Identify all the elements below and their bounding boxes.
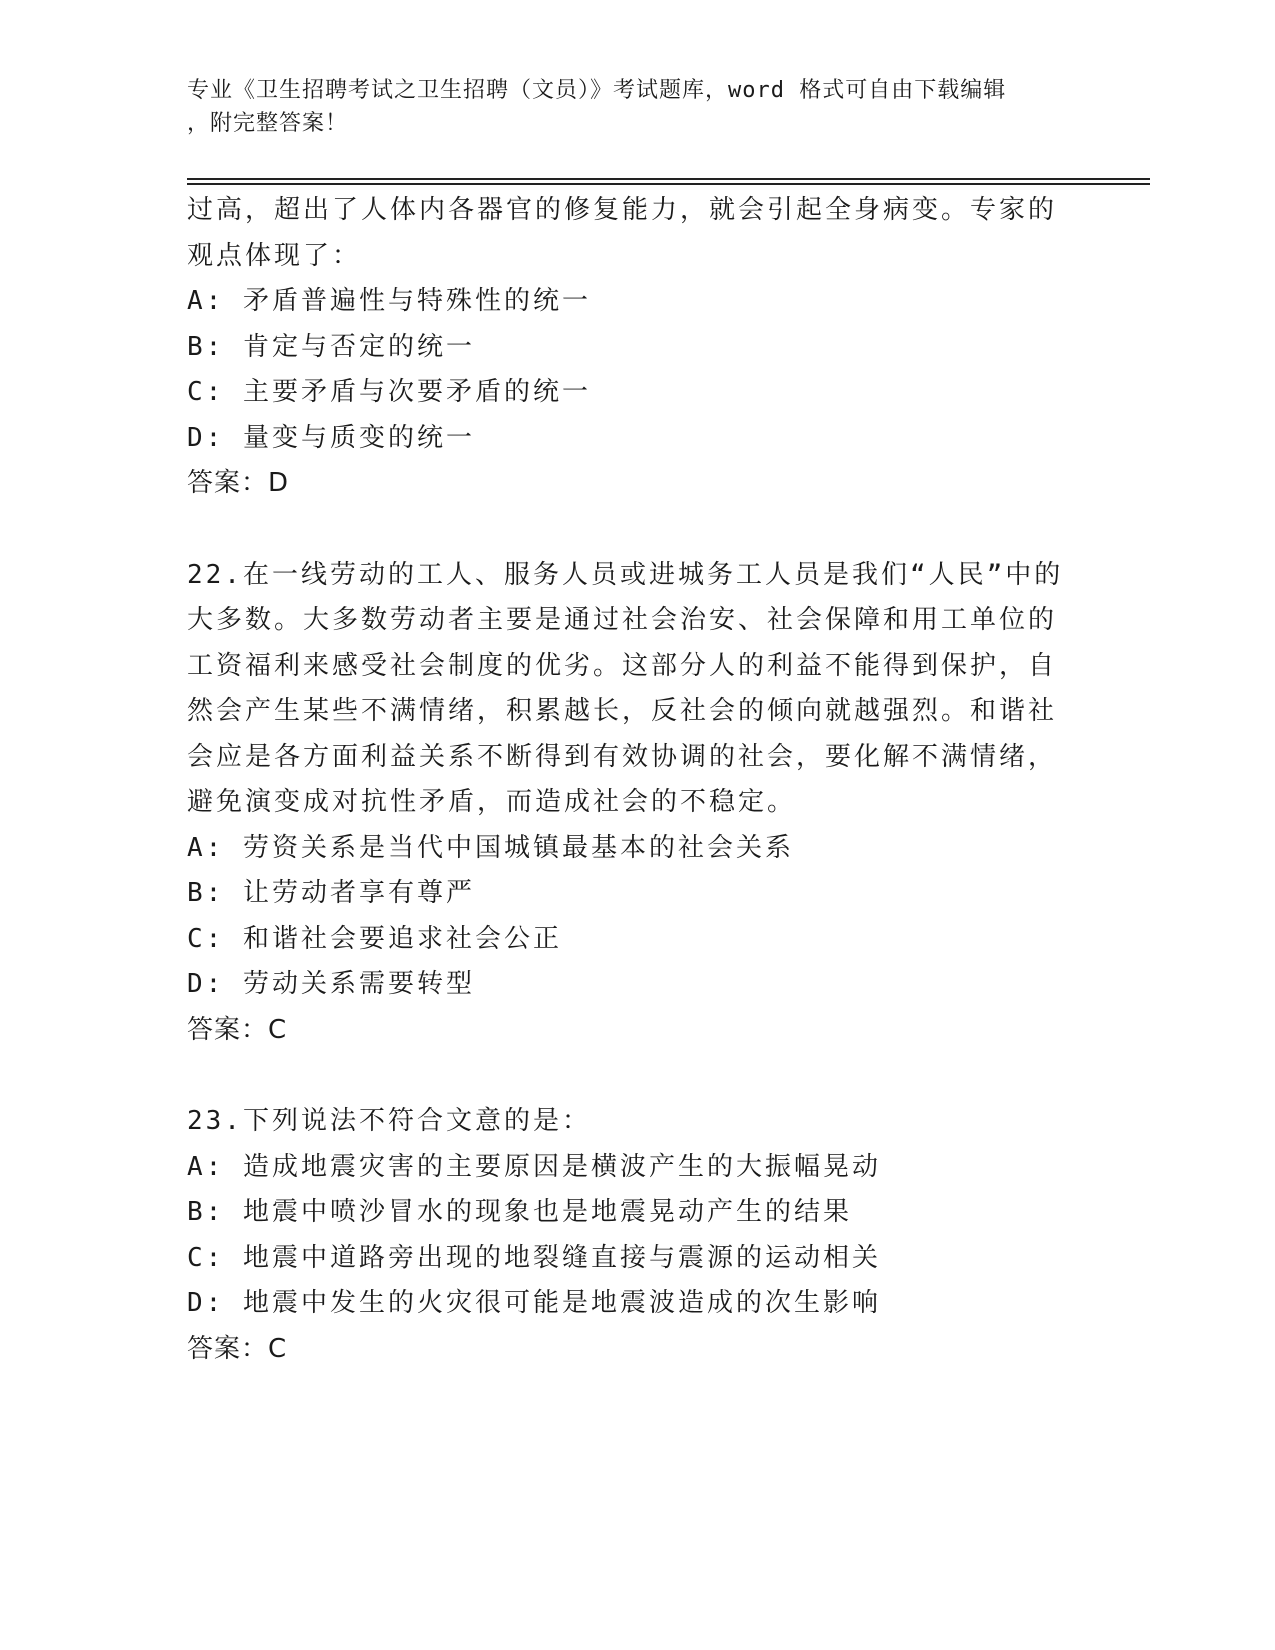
header-line-2: ，附完整答案！ — [187, 111, 349, 136]
question-stem-line: 会应是各方面利益关系不断得到有效协调的社会，要化解不满情绪， — [187, 741, 1058, 772]
question-stem-line: 过高，超出了人体内各器官的修复能力，就会引起全身病变。专家的 — [187, 195, 1058, 225]
option-b: B: 让劳动者享有尊严 — [187, 878, 475, 908]
option-a: A: 造成地震灾害的主要原因是横波产生的大振幅晃动 — [187, 1151, 881, 1182]
document-body — [187, 188, 1087, 1372]
question-stem-line: 23.下列说法不符合文意的是： — [187, 1106, 591, 1136]
question-stem-line: 工资福利来感受社会制度的优劣。这部分人的利益不能得到保护，自 — [187, 650, 1058, 681]
option-c: C: 地震中道路旁出现的地裂缝直接与震源的运动相关 — [187, 1242, 881, 1273]
question-stem-line: 观点体现了： — [187, 240, 362, 271]
option-d: D: 地震中发生的火灾很可能是地震波造成的次生影响 — [187, 1288, 881, 1318]
header-divider-top — [187, 178, 1150, 180]
answer: 答案：C — [187, 1014, 288, 1045]
option-b: B: 肯定与否定的统一 — [187, 331, 475, 362]
option-b: B: 地震中喷沙冒水的现象也是地震晃动产生的结果 — [187, 1197, 852, 1227]
question-21 — [187, 188, 1087, 507]
question-22 — [187, 553, 1087, 1054]
page-header — [187, 74, 1087, 140]
answer: 答案：C — [187, 1333, 288, 1364]
option-d: D: 劳动关系需要转型 — [187, 969, 475, 999]
header-divider-bottom — [187, 183, 1150, 185]
question-stem-line: 22.在一线劳动的工人、服务人员或进城务工人员是我们“人民”中的 — [187, 559, 1064, 590]
option-c: C: 和谐社会要追求社会公正 — [187, 923, 562, 954]
header-line-1: 专业《卫生招聘考试之卫生招聘（文员）》考试题库，word 格式可自由下载编辑 — [187, 78, 1007, 103]
question-spacer — [187, 507, 1087, 553]
option-d: D: 量变与质变的统一 — [187, 422, 475, 453]
option-a: A: 劳资关系是当代中国城镇最基本的社会关系 — [187, 832, 794, 863]
question-stem-line: 大多数。大多数劳动者主要是通过社会治安、社会保障和用工单位的 — [187, 605, 1058, 635]
question-stem-line: 然会产生某些不满情绪，积累越长，反社会的倾向就越强烈。和谐社 — [187, 696, 1058, 726]
option-c: C: 主要矛盾与次要矛盾的统一 — [187, 377, 591, 407]
question-23 — [187, 1099, 1087, 1372]
question-spacer — [187, 1053, 1087, 1099]
answer: 答案：D — [187, 468, 290, 498]
question-stem-line: 避免演变成对抗性矛盾，而造成社会的不稳定。 — [187, 787, 797, 817]
option-a: A: 矛盾普遍性与特殊性的统一 — [187, 286, 591, 316]
